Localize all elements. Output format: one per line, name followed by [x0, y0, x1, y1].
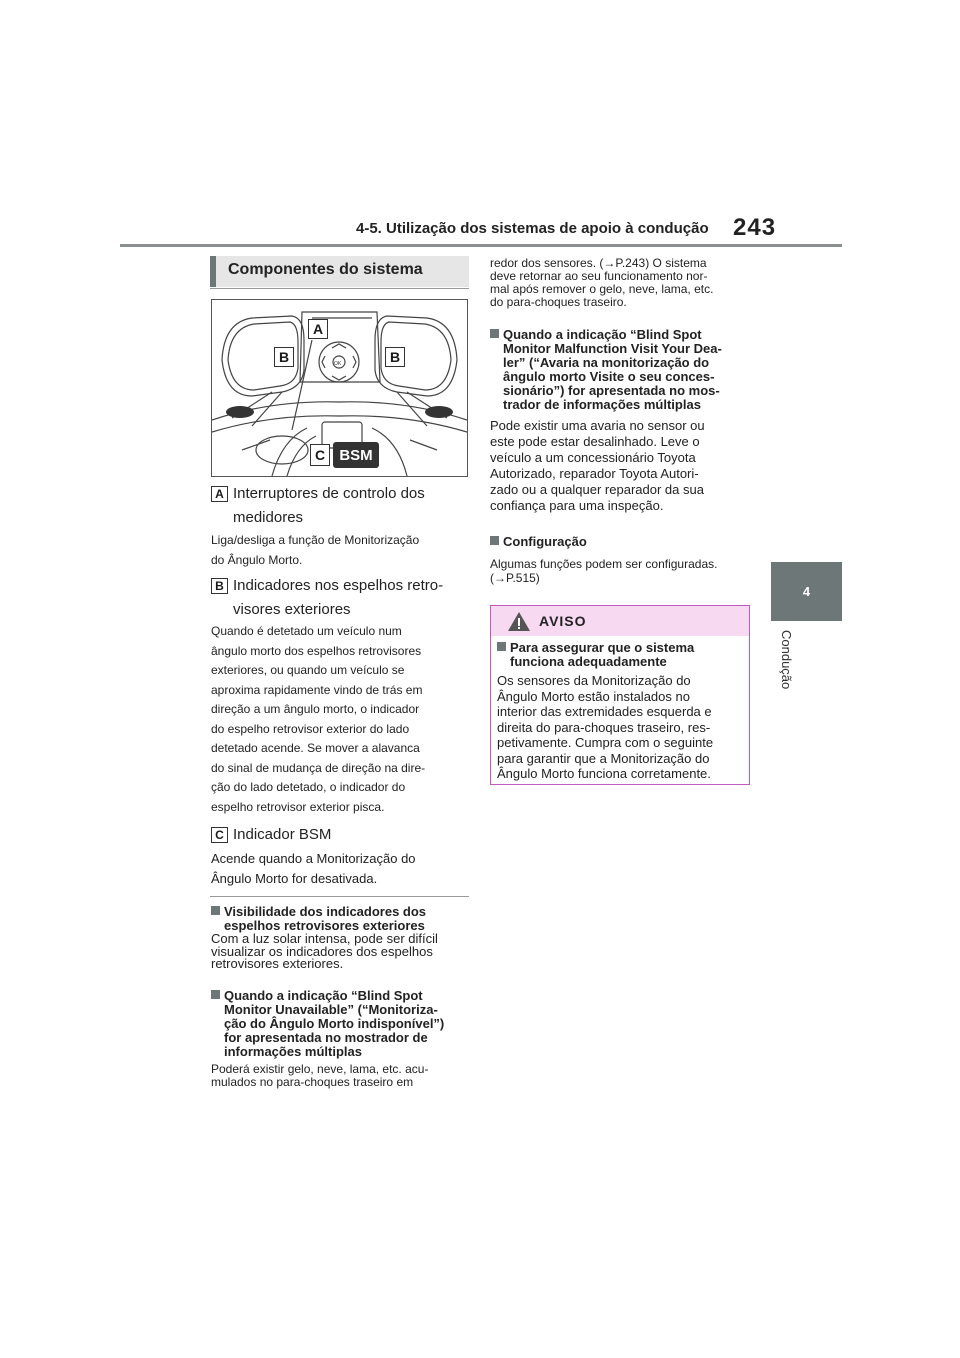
- section-title: Componentes do sistema: [228, 261, 423, 278]
- visibility-head-text: Visibilidade dos indicadores dos: [224, 904, 427, 919]
- item-b-desc-line: direção a um ângulo morto, o indicador: [211, 702, 420, 716]
- warning-body-line: Os sensores da Monitorização do: [497, 673, 691, 688]
- config-body-line: (→P.515): [490, 571, 540, 585]
- continued-line: do para-choques traseiro.: [490, 295, 627, 309]
- unavailable-body-line: Poderá existir gelo, neve, lama, etc. acu-: [211, 1062, 429, 1076]
- item-b-title-line1: Indicadores nos espelhos retro-: [233, 577, 444, 594]
- callout-b-right: B: [385, 347, 405, 367]
- bullet-square: [211, 990, 220, 999]
- item-a-desc-line1: Liga/desliga a função de Monitorização: [211, 533, 420, 547]
- warning-body: [497, 673, 747, 782]
- bsm-indicator: BSM: [333, 442, 379, 468]
- chapter-label-container: [760, 630, 830, 710]
- callout-b-left: B: [274, 347, 294, 367]
- malfunction-head-text: Quando a indicação “Blind Spot: [503, 327, 702, 342]
- callout-a: A: [308, 319, 328, 339]
- item-c-desc-line2: Ângulo Morto for desativada.: [211, 871, 378, 886]
- warning-head-line: [497, 641, 747, 655]
- malfunction-body-line: este pode estar desalinhado. Leve o: [490, 434, 700, 449]
- item-b-desc-line: ção do lado detetado, o indicador do: [211, 780, 406, 794]
- unavailable-head-line: [211, 989, 473, 1003]
- warning-head-line: funciona adequadamente: [510, 654, 667, 669]
- malfunction-head-line: ângulo morto Visite o seu conces-: [503, 369, 715, 384]
- continued-line: mal após remover o gelo, neve, lama, etc.: [490, 282, 714, 296]
- bullet-square: [211, 906, 220, 915]
- malfunction-body-line: Pode existir uma avaria no sensor ou: [490, 418, 705, 433]
- unavailable-note: [211, 989, 473, 1088]
- item-b-desc-line: ângulo morto dos espelhos retrovisores: [211, 643, 422, 658]
- section-title-box: [210, 256, 469, 287]
- item-b-desc-line: detetado acende. Se mover a alavanca: [211, 741, 420, 755]
- config-body-line: Algumas funções podem ser configuradas.: [490, 557, 718, 571]
- visibility-head-line: espelhos retrovisores exteriores: [224, 918, 425, 933]
- item-c-title: Indicador BSM: [233, 826, 332, 843]
- unavailable-head-text: Quando a indicação “Blind Spot: [224, 988, 423, 1003]
- malfunction-body: [490, 418, 754, 514]
- item-a-title-line2: medidores: [233, 509, 304, 526]
- warning-content: [497, 641, 747, 782]
- warning-body-line: interior das extremidades esquerda e: [497, 704, 712, 719]
- malfunction-head-line: Monitor Malfunction Visit Your Dea-: [503, 341, 722, 356]
- malfunction-head-line: [490, 328, 754, 342]
- warning-triangle-icon: [507, 611, 531, 632]
- item-b-desc-line: espelho retrovisor exterior pisca.: [211, 799, 385, 814]
- header-section-title: 4-5. Utilização dos sistemas de apoio à condução: [356, 220, 709, 237]
- item-b-desc-line: Quando é detetado um veículo num: [211, 624, 402, 638]
- header-divider: [120, 244, 842, 247]
- item-b-desc-line: aproxima rapidamente vindo de trás em: [211, 682, 423, 697]
- warning-body-line: para garantir que a Monitorização do: [497, 750, 710, 766]
- unavailable-head-line: for apresentada no mostrador de: [224, 1030, 428, 1045]
- continued-line: deve retornar ao seu funcionamento nor-: [490, 269, 708, 283]
- malfunction-head-line: ler” (“Avaria na monitorização do: [503, 355, 710, 370]
- warning-body-line: Ângulo Morto funciona corretamente.: [497, 766, 711, 781]
- bullet-square: [490, 329, 499, 338]
- visibility-note: [211, 905, 469, 971]
- chapter-tab: [771, 562, 842, 621]
- chapter-label: Condução: [779, 630, 794, 690]
- page-number: 243: [733, 214, 777, 241]
- malfunction-body-line: confiança para uma inspeção.: [490, 498, 664, 513]
- malfunction-body-line: veículo a um concessionário Toyota: [490, 450, 696, 465]
- malfunction-note: [490, 328, 754, 514]
- chapter-number: 4: [802, 584, 811, 599]
- ok-button-label: OK: [334, 361, 342, 367]
- badge-c: C: [211, 827, 228, 843]
- config-head: [490, 535, 752, 549]
- system-components-illustration: [211, 299, 468, 477]
- warning-body-line: direita do para-choques traseiro, res-: [497, 719, 711, 735]
- warning-body-line: Ângulo Morto estão instalados no: [497, 688, 690, 704]
- unavailable-body-line: mulados no para-choques traseiro em: [211, 1074, 414, 1089]
- item-a-desc-line2: do Ângulo Morto.: [211, 553, 303, 567]
- unavailable-head-line: informações múltiplas: [224, 1044, 362, 1059]
- config-head-text: Configuração: [503, 534, 587, 549]
- visibility-head-line: [211, 905, 469, 919]
- section-divider: [210, 288, 469, 289]
- continued-text: [490, 257, 752, 309]
- bullet-square: [497, 642, 506, 651]
- malfunction-head-line: trador de informações múltiplas: [503, 397, 701, 412]
- unavailable-head-line: ção do Ângulo Morto indisponível”): [224, 1016, 445, 1031]
- badge-a: A: [211, 486, 228, 502]
- item-b-desc-line: exteriores, ou quando um veículo se: [211, 663, 405, 677]
- notes-divider: [210, 896, 469, 897]
- badge-b: B: [211, 578, 228, 594]
- malfunction-body-line: zado ou a qualquer reparador da sua: [490, 482, 704, 497]
- callout-c: C: [310, 444, 330, 466]
- item-b-desc-line: do espelho retrovisor exterior do lado: [211, 721, 410, 736]
- malfunction-body-line: Autorizado, reparador Toyota Autori-: [490, 466, 699, 481]
- warning-body-line: petivamente. Cumpra com o seguinte: [497, 735, 714, 750]
- visibility-body-line: Com a luz solar intensa, pode ser difícil: [211, 931, 438, 946]
- item-c-desc-line1: Acende quando a Monitorização do: [211, 851, 416, 866]
- warning-head-text: Para assegurar que o sistema: [510, 640, 695, 655]
- bullet-square: [490, 536, 499, 545]
- item-a-title-line1: Interruptores de controlo dos: [233, 485, 425, 502]
- visibility-body-line: visualizar os indicadores dos espelhos: [211, 943, 433, 959]
- continued-line: redor dos sensores. (→P.243) O sistema: [490, 256, 707, 270]
- visibility-body-line: retrovisores exteriores.: [211, 956, 344, 971]
- malfunction-head-line: sionário”) for apresentada no mos-: [503, 383, 720, 398]
- item-b-title-line2: visores exteriores: [233, 601, 351, 618]
- config-note: [490, 535, 752, 585]
- item-b-desc-line: do sinal de mudança de direção na dire-: [211, 760, 426, 775]
- unavailable-head-line: Monitor Unavailable” (“Monitoriza-: [224, 1002, 438, 1017]
- warning-title: AVISO: [539, 613, 587, 629]
- warning-header: [491, 606, 749, 636]
- item-b-description: [211, 622, 425, 817]
